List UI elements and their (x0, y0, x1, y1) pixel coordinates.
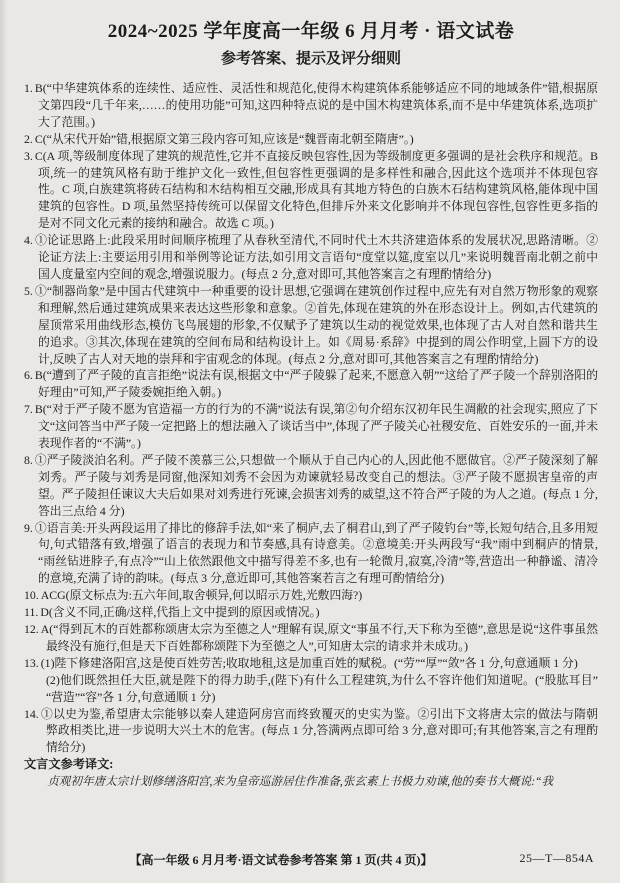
answer-text: ACG(原文标点为:五六年间,取舍顿异,何以昭示万姓,光敷四海?) (40, 588, 363, 603)
answer-text: C(“从宋代开始”错,根据原文第三段内容可知,应该是“魏晋南北朝至隋唐”。) (34, 131, 414, 146)
answer-number: 11. (24, 605, 39, 620)
answer-item-14 (24, 706, 598, 757)
answer-text: B(“中华建筑体系的连续性、适应性、灵活性和规范化,使得木构建筑体系能够适应不同的地域条件”错,根据原文第四段“几千年来,……的使用功能”可知,这四种特点说的是中国木构建筑体系,而不是中华建筑体系,选项扩大了范围。) (34, 81, 598, 129)
answers-list (24, 80, 598, 790)
answer-item-7 (24, 401, 598, 452)
answer-number: 7. (24, 402, 33, 417)
answer-text: ①语言美:开头两段运用了排比的修辞手法,如“来了桐庐,去了桐君山,到了严子陵钓台”等,长短句结合,且多用短句,句式错落有致,增强了语言的表现力和节奏感,具有诗意美。②意境美:开头两段写“我”雨中到桐庐的情景,“雨丝钻进脖子,有点冷”“山上依然跟他文中描写得差不多,也有一轮微月,寂寞,冷清”等,营造出一种静谧、清冷的意境,充满了诗的韵味。(每点 3 分,意近即可,其他答案若言之有理可酌情给分) (34, 520, 598, 586)
answer-number: 4. (24, 233, 33, 248)
answer-item-5 (24, 283, 598, 368)
answer-number: 9. (24, 520, 33, 535)
answer-item-10 (24, 587, 598, 604)
answer-number: 13. (24, 655, 39, 670)
answer-number: 10. (24, 588, 39, 603)
answer-number: 6. (24, 368, 33, 383)
answer-item-6 (24, 367, 598, 401)
page-footer (24, 851, 598, 869)
answer-number: 12. (24, 622, 39, 636)
answer-text: ①以史为鉴,希望唐太宗能够以秦人建造阿房宫而终致覆灭的史实为鉴。②引出下文将唐太宗的做法与隋朝弊政相类比,进一步说明大兴土木的危害。(每点 1 分,答满两点即可给 3 分,意对即可;有其他答案,言之有理酌情给分) (40, 706, 598, 755)
answer-item-8 (24, 452, 598, 520)
answer-item-2 (24, 131, 598, 148)
answer-text: ①论证思路上:此段采用时间顺序梳理了从春秋至清代,不同时代土木共济建造体系的发展状况,思路清晰。②论证方法上:主要运用引用和举例等论证方法,如引用文言语句“度堂以筵,度室以几”来说明魏晋南北朝之前中国人度量室内空间的观念,增强说服力。(每点 2 分,意对即可,其他答案言之有理酌情给分) (34, 233, 598, 281)
answer-number: 5. (24, 283, 33, 298)
answer-text-part1: (1)陛下修建洛阳宫,这是使百姓劳苦;收取地租,这是加重百姓的赋税。(“劳”“厚”“敛”各 1 分,句意通顺 1 分) (40, 655, 578, 670)
answer-text: D(含义不同,正确/这样,代指上文中提到的原因或情况。) (40, 605, 320, 620)
translation-body: 贞观初年唐太宗计划修缮洛阳宫,来为皇帝巡游居住作准备,张玄素上书极力劝谏,他的奏书大概说:“我 (47, 775, 554, 789)
answer-number: 14. (24, 706, 39, 721)
footer-caption: 【高一年级 6 月月考·语文试卷参考答案 第 1 页(共 4 页)】 (129, 853, 433, 867)
answer-text-part2: (2)他们既然担任大臣,就是陛下的得力助手,(陛下)有什么工程建筑,为什么不容许他们知道呢。(“股肱耳目”“营造”“容”各 1 分,句意通顺 1 分) (46, 672, 598, 704)
answer-text: ①“制器尚象”是中国古代建筑中一种重要的设计思想,它强调在建筑创作过程中,应先有对自然万物形象的观察和理解,然后通过建筑成果来表达这些形象和意象。②首先,体现在建筑的外在形态设计上。例如,古代建筑的屋顶常采用曲线形态,模仿飞鸟展翅的形象,不仅赋予了建筑以生动的视觉效果,也体现了古人对自然和谐共生的追求。③其次,体现在建筑的空间布局和结构设计上。如《周易·系辞》中提到的周公作明堂,上圆下方的设计,反映了古人对天地的崇拜和宇宙观念的体现。(每点 2 分,意对即可,其他答案言之有理酌情给分) (34, 283, 598, 366)
page-title: 2024~2025 学年度高一年级 6 月月考 · 语文试卷 (107, 21, 515, 42)
answer-item-13 (24, 655, 598, 706)
paper-code: 25—T—854A (519, 851, 594, 865)
answer-number: 1. (24, 81, 33, 95)
page-subtitle: 参考答案、提示及评分细则 (220, 51, 401, 67)
translation-heading: 文言文参考译文: (24, 757, 114, 772)
answer-number: 8. (24, 452, 33, 467)
scan-edge-shadow (0, 0, 7, 883)
answer-text: B(“对于严子陵不愿为官造福一方的行为的不满”说法有误,第②句介绍东汉初年民生凋敝的社会现实,照应了下文“这问答当中严子陵一定把路上的想法融入了谈话当中”,体现了严子陵关心社稷安危、百姓安乐的一面,并未表现作者的“不满”。) (34, 402, 598, 451)
answer-item-11 (24, 604, 598, 621)
answer-item-3 (24, 148, 598, 233)
answer-item-9 (24, 520, 598, 588)
answer-text: ①严子陵淡泊名利。严子陵不羡慕三公,只想做一个顺从于自己内心的人,因此他不愿做官。②严子陵深刻了解刘秀。严子陵与刘秀是同窗,他深知刘秀不会因为劝谏就轻易改变自己的想法。③严子陵不愿损害皇帝的声望。严子陵担任谏议大夫后如果对刘秀进行死谏,会损害刘秀的威望,这不符合严子陵的为人之道。(每点 1 分,答出三点给 4 分) (34, 452, 598, 518)
answer-item-12 (24, 621, 598, 655)
answer-number: 2. (24, 131, 33, 146)
answer-item-4 (24, 232, 598, 283)
answer-item-1 (24, 80, 598, 131)
answer-number: 3. (24, 148, 33, 163)
answer-text: A(“得到瓦木的百姓都称颂唐太宗为至德之人”理解有误,原文“事虽不行,天下称为至德”,意思是说“这件事虽然最终没有施行,但是天下百姓都称颂陛下为至德之人”,可知唐太宗的请求并未成功。) (40, 622, 598, 653)
answer-text: B(“遭到了严子陵的直言拒绝”说法有误,根据文中“严子陵躲了起来,不愿意入朝”“这给了严子陵一个辞别洛阳的好理由”可知,严子陵委婉拒绝入朝。) (34, 368, 598, 400)
answer-text: C(A 项,等级制度体现了建筑的规范性,它并不直接反映包容性,因为等级制度更多强调的是社会秩序和规范。B 项,统一的建筑风格有助于维护文化一致性,但包容性更强调的是多样性和融合,因此这个选项并不体现包容性。C 项,白族建筑将砖石结构和木结构相互交融,形成具有其地方特色的白族木石结构建筑风格,能体现中国建筑的包容性。D 项,虽然坚持传统可以保留文化特色,但排斥外来文化影响并不体现包容性,包容性更多指的是对不同文化元素的接纳和融合。故选 C 项。) (34, 148, 598, 231)
